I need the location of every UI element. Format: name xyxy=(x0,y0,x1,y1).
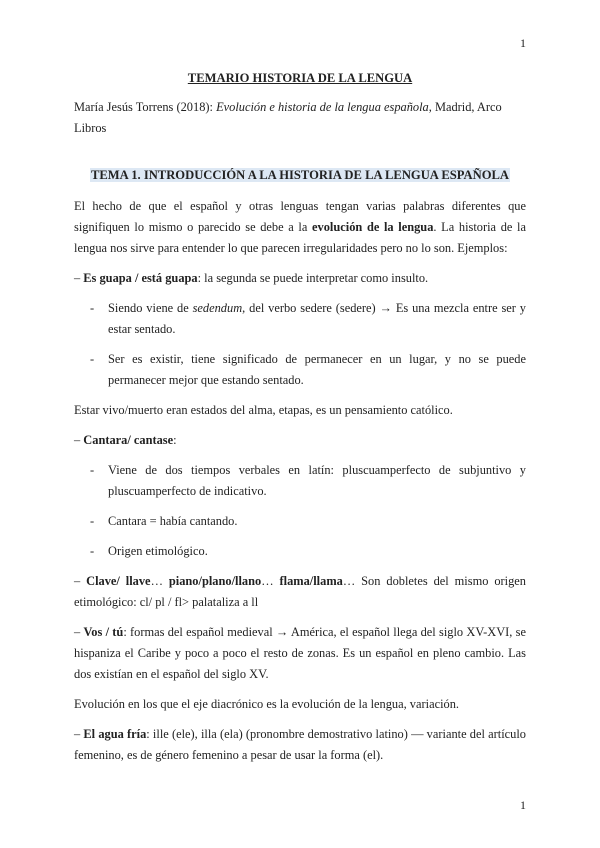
page-number-top: 1 xyxy=(520,36,526,50)
list-item: - Ser es existir, tiene significado de permanecer en un lugar, y no se puede permanecer mejor que estando sentado. xyxy=(90,352,526,387)
document-body xyxy=(74,68,526,766)
estar-vivo-paragraph: Estar vivo/muerto eran estados del alma, etapas, es un pensamiento católico. xyxy=(74,403,453,417)
book-title: Evolución e historia de la lengua española xyxy=(216,100,429,114)
book-reference: María Jesús Torrens (2018): Evolución e historia de la lengua española, Madrid, Arco Libros xyxy=(74,100,502,135)
agua-paragraph: – El agua fría: ille (ele), illa (ela) (pronombre demostrativo latino) — variante del artículo femenino, es de género femenino a pesar de usar la forma (el). xyxy=(74,727,526,762)
doc-title: TEMARIO HISTORIA DE LA LENGUA xyxy=(187,71,413,85)
cantara-heading: – Cantara/ cantase: xyxy=(74,433,177,447)
list-item: - Siendo viene de sedendum, del verbo sedere (sedere) → Es una mezcla entre ser y estar sentado. xyxy=(90,301,526,336)
list-item: - Cantara = había cantando. xyxy=(90,514,238,528)
page-number-bottom: 1 xyxy=(520,798,526,812)
clave-paragraph: – Clave/ llave… piano/plano/llano… flama/llama… Son dobletes del mismo origen etimológico: cl/ pl / fl> palataliza a ll xyxy=(74,574,526,609)
intro-paragraph: El hecho de que el español y otras lenguas tengan varias palabras diferentes que signifiquen lo mismo o parecido se debe a la evolución de la lengua. La historia de la lengua nos sirve para entender lo que parecen irregularidades pero no lo son. Ejemplos: xyxy=(74,199,526,255)
list-item: - Origen etimológico. xyxy=(90,544,208,558)
evolucion-paragraph: Evolución en los que el eje diacrónico es la evolución de la lengua, variación. xyxy=(74,697,459,711)
guapa-heading: – Es guapa / está guapa: la segunda se puede interpretar como insulto. xyxy=(74,271,429,285)
vos-paragraph: – Vos / tú: formas del español medieval → América, el español llega del siglo XV-XVI, se hispaniza el Caribe y poco a poco el resto de zonas. Es un español en pleno cambio. Las dos existían en el español del siglo XV. xyxy=(74,625,526,681)
tema-heading: TEMA 1. INTRODUCCIÓN A LA HISTORIA DE LA LENGUA ESPAÑOLA xyxy=(90,168,509,182)
list-item: - Viene de dos tiempos verbales en latín: pluscuamperfecto de subjuntivo y pluscuamperfecto de indicativo. xyxy=(90,463,526,498)
